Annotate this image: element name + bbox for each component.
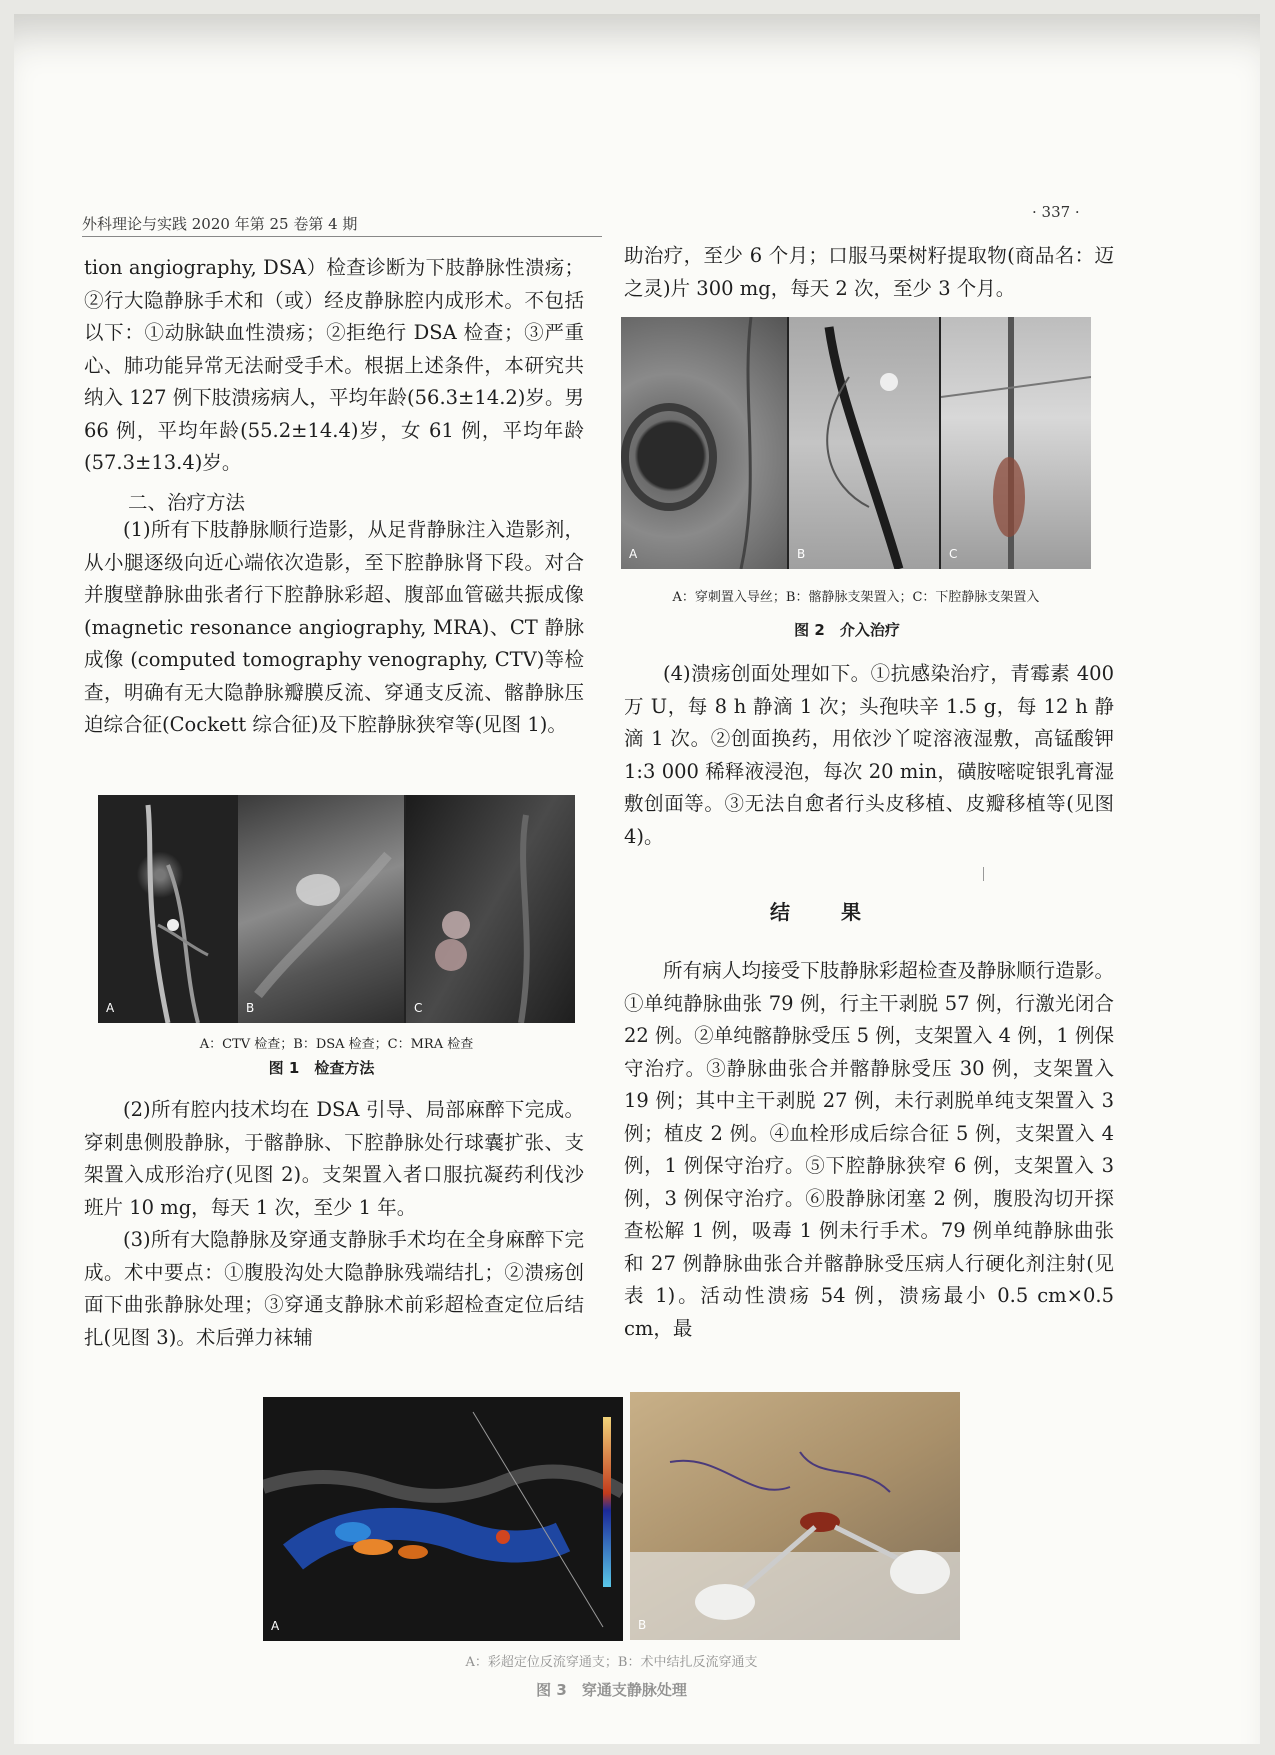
- figure-2-label-b: B: [797, 547, 806, 561]
- header-rule: [82, 236, 602, 237]
- paragraph-method-2: (2)所有腔内技术均在 DSA 引导、局部麻醉下完成。穿刺患侧股静脉，于髂静脉、下腔静脉处行球囊扩张、支架置入成形治疗(见图 2)。支架置入者口服抗凝药利伐沙班片 10 mg，每天 1 次，至少 1 年。: [84, 1098, 584, 1219]
- figure-2-panel-a: [621, 317, 787, 569]
- results-heading: 结 果: [770, 900, 863, 924]
- guidewire-image: [621, 317, 787, 569]
- paragraph-results: 所有病人均接受下肢静脉彩超检查及静脉顺行造影。①单纯静脉曲张 79 例，行主干剥脱 57 例，行激光闭合 22 例。②单纯髂静脉受压 5 例，支架置入 4 例，1 例保守治疗。③静脉曲张合并髂静脉受压 30 例，支架置入 19 例；其中主干剥脱 27 例，未行剥脱单纯支架置入 3 例；植皮 2 例。④血栓形成后综合征 5 例，支架置入 4 例，1 例保守治疗。⑤下腔静脉狭窄 6 例，支架置入 3 例，3 例保守治疗。⑥股静脉闭塞 2 例，腹股沟切开探查松解 1 例，吸毒 1 例未行手术。79 例单纯静脉曲张和 27 例静脉曲张合并髂静脉受压病人行硬化剂注射(见表 1)。活动性溃疡 54 例，溃疡最小 0.5 cm×0.5 cm，最: [624, 959, 1114, 1340]
- figure-2: [621, 317, 1091, 569]
- figure-3-panel-a: [263, 1397, 623, 1641]
- page-number: · 337 ·: [1032, 203, 1080, 221]
- section-heading-treatment: 二、治疗方法: [128, 491, 246, 514]
- paragraph-method-3: (3)所有大隐静脉及穿通支静脉手术均在全身麻醉下完成。术中要点：①腹股沟处大隐静脉残端结扎；②溃疡创面下曲张静脉处理；③穿通支静脉术前彩超检查定位后结扎(见图 3)。术后弹力袜辅: [84, 1228, 584, 1349]
- figure-2-label-c: C: [949, 547, 958, 561]
- figure-1-caption: A：CTV 检查；B：DSA 检查；C：MRA 检查: [199, 1037, 474, 1052]
- figure-2-panel-b: [789, 317, 939, 569]
- running-header: 外科理论与实践 2020 年第 25 卷第 4 期: [82, 215, 358, 233]
- margin-mark: [983, 867, 984, 881]
- figure-1: [98, 795, 575, 1023]
- figure-2-caption: A：穿刺置入导丝；B：髂静脉支架置入；C：下腔静脉支架置入: [672, 590, 1040, 605]
- surgical-ligation-photo: [630, 1392, 960, 1640]
- figure-3-label-b: B: [638, 1618, 647, 1632]
- figure-1-title: 图 1 检查方法: [268, 1059, 375, 1077]
- figure-1-label-a: A: [106, 1001, 115, 1015]
- paragraph-wound-care: (4)溃疡创面处理如下。①抗感染治疗，青霉素 400 万 U，每 8 h 静滴 1 次；头孢呋辛 1.5 g，每 12 h 静滴 1 次。②创面换药，用依沙丫啶溶液湿敷，高锰酸钾 1:3 000 稀释液浸泡，每次 20 min，磺胺嘧啶银乳膏湿敷创面等。③无法自愈者行头皮移植、皮瓣移植等(见图 4)。: [624, 662, 1114, 848]
- figure-1-label-b: B: [246, 1001, 255, 1015]
- figure-2-panel-c: [941, 317, 1091, 569]
- doppler-ultrasound-image: [263, 1397, 623, 1641]
- ivc-stent-image: [941, 317, 1091, 569]
- figure-3-label-a: A: [271, 1619, 280, 1633]
- dsa-image: [238, 795, 404, 1023]
- figure-1-label-c: C: [414, 1001, 423, 1015]
- figure-1-panel-b: [238, 795, 404, 1023]
- figure-3-title: 图 3 穿通支静脉处理: [536, 1681, 687, 1699]
- figure-3-caption: A：彩超定位反流穿通支；B：术中结扎反流穿通支: [465, 1655, 758, 1670]
- figure-2-title: 图 2 介入治疗: [794, 621, 900, 639]
- figure-1-panel-c: [406, 795, 575, 1023]
- iliac-stent-image: [789, 317, 939, 569]
- figure-2-label-a: A: [629, 547, 638, 561]
- figure-1-panel-a: [98, 795, 236, 1023]
- paragraph-postop-treatment: 助治疗，至少 6 个月；口服马栗树籽提取物(商品名：迈之灵)片 300 mg，每天 2 次，至少 3 个月。: [624, 244, 1114, 300]
- mra-image: [406, 795, 575, 1023]
- paragraph-inclusion-criteria: tion angiography, DSA）检查诊断为下肢静脉性溃疡；②行大隐静脉手术和（或）经皮静脉腔内成形术。不包括以下：①动脉缺血性溃疡；②拒绝行 DSA 检查；③严重心、肺功能异常无法耐受手术。根据上述条件，本研究共纳入 127 例下肢溃疡病人，平均年龄(56.3±14.2)岁。男 66 例，平均年龄(55.2±14.4)岁，女 61 例，平均年龄(57.3±13.4)岁。: [84, 256, 584, 474]
- ctv-vessels-image: [98, 795, 236, 1023]
- figure-3-panel-b: [630, 1392, 960, 1640]
- paragraph-method-1: (1)所有下肢静脉顺行造影，从足背静脉注入造影剂，从小腿逐级向近心端依次造影，至下腔静脉肾下段。对合并腹壁静脉曲张者行下腔静脉彩超、腹部血管磁共振成像(magnetic resonance angiography, MRA)、CT 静脉成像 (computed tomography venography, CTV)等检查，明确有无大隐静脉瓣膜反流、穿通支反流、髂静脉压迫综合征(Cockett 综合征)及下腔静脉狭窄等(见图 1)。: [84, 518, 584, 736]
